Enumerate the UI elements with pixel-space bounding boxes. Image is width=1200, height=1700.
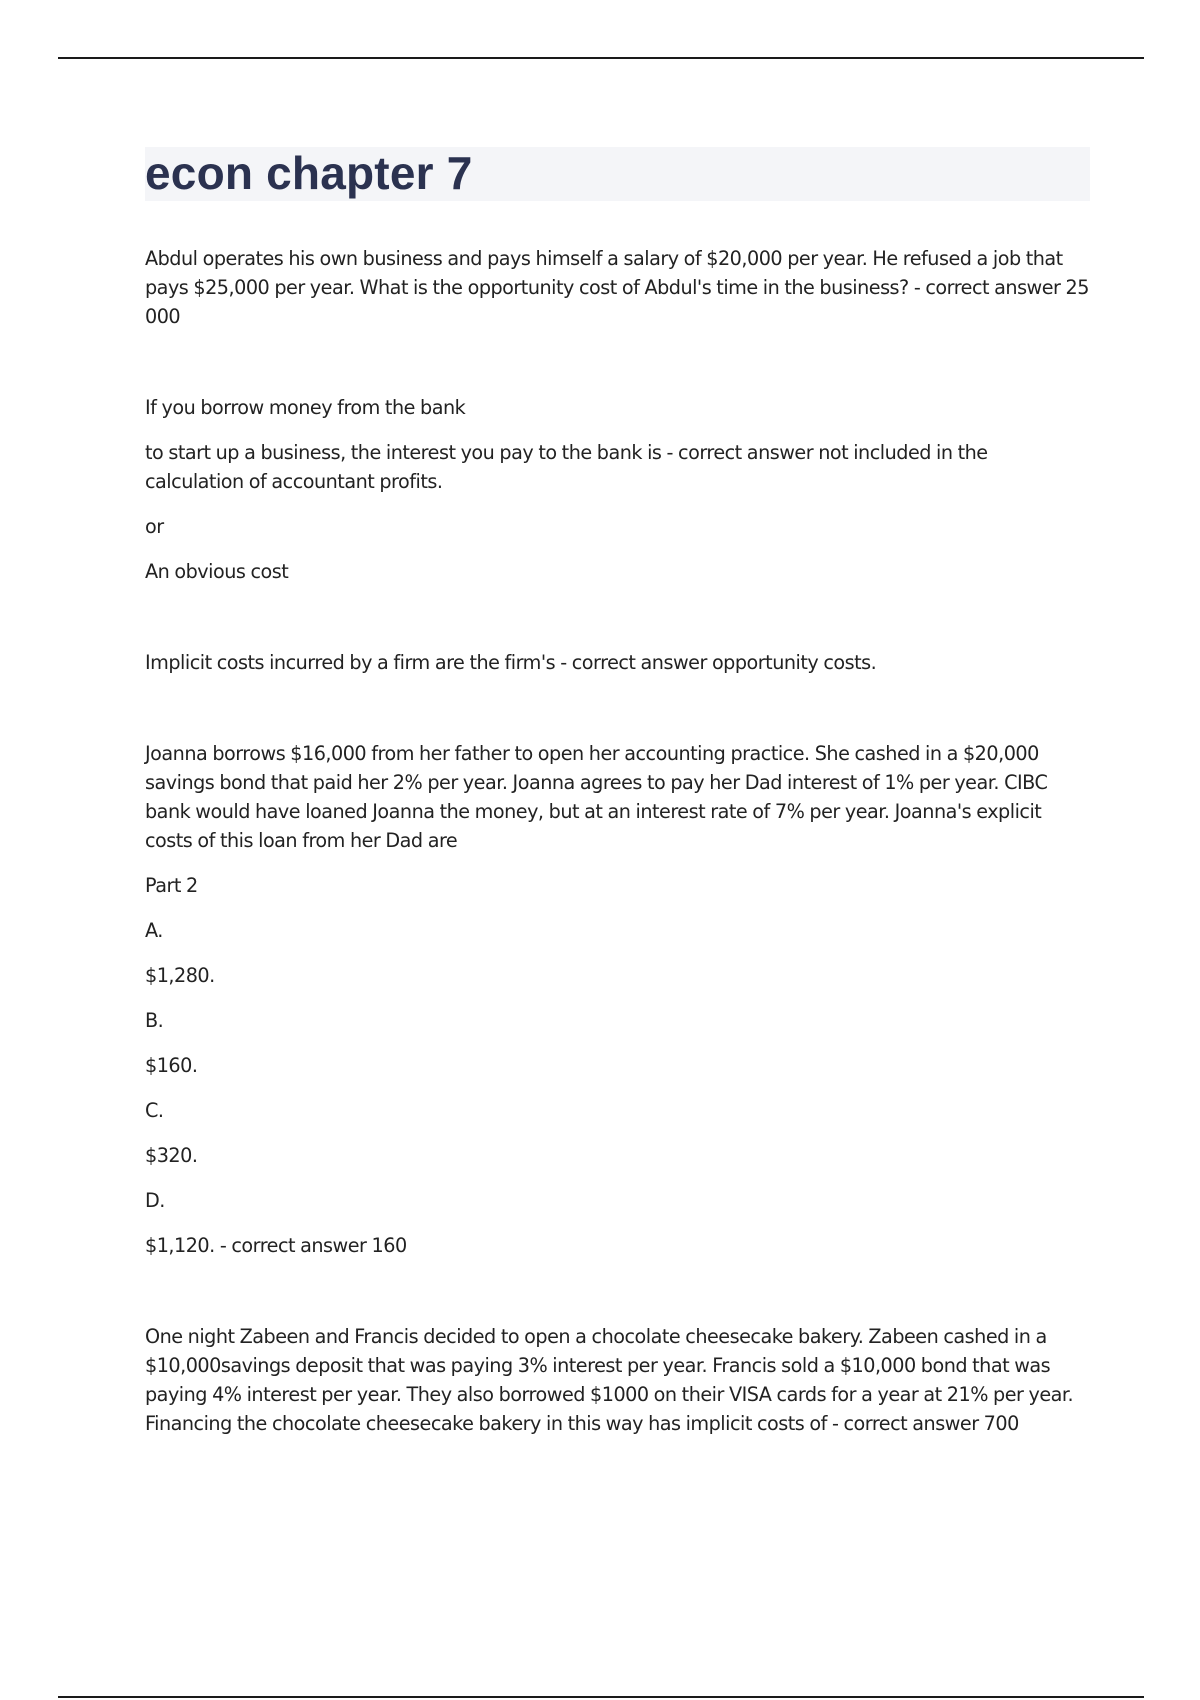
question-paragraph: One night Zabeen and Francis decided to open a chocolate cheesecake bakery. Zabeen cashed in a $10,000savings deposit that was paying 3% interest per year. Francis sold a $10,000 bond that was paying 4% interest per year. They also borrowed $1000 on their VISA cards for a year at 21% per year. Financing the chocolate cheesecake bakery in this way has implicit costs of - correct answer 700 [145, 1325, 1074, 1435]
question-paragraph: to start up a business, the interest you pay to the bank is - correct answer not included in the calculation of accountant profits. [145, 441, 988, 493]
part-label: Part 2 [145, 874, 198, 897]
option-value: $160. [145, 1054, 198, 1077]
question-paragraph: If you borrow money from the bank [145, 396, 466, 419]
option-letter: A. [145, 919, 163, 942]
option-letter: B. [145, 1009, 164, 1032]
question-paragraph: Abdul operates his own business and pays himself a salary of $20,000 per year. He refused a job that pays $25,000 per year. What is the opportunity cost of Abdul's time in the business? - correct answer 25 000 [145, 247, 1089, 328]
page-title: econ chapter 7 [145, 147, 473, 199]
question-paragraph: An obvious cost [145, 560, 289, 583]
question-paragraph: Joanna borrows $16,000 from her father to open her accounting practice. She cashed in a $20,000 savings bond that paid her 2% per year. Joanna agrees to pay her Dad interest of 1% per year. CIBC bank would have loaned Joanna the money, but at an interest rate of 7% per year. Joanna's explicit costs of this loan from her Dad are [145, 742, 1048, 852]
top-divider [58, 57, 1144, 59]
option-value: $1,120. - correct answer 160 [145, 1234, 407, 1257]
option-value: $320. [145, 1144, 198, 1167]
option-letter: C. [145, 1099, 164, 1122]
document-body [145, 244, 1090, 1438]
bottom-divider [58, 1696, 1144, 1698]
option-value: $1,280. [145, 964, 215, 987]
question-paragraph: Implicit costs incurred by a firm are the firm's - correct answer opportunity costs. [145, 651, 877, 674]
option-letter: D. [145, 1189, 165, 1212]
question-paragraph: or [145, 515, 164, 538]
